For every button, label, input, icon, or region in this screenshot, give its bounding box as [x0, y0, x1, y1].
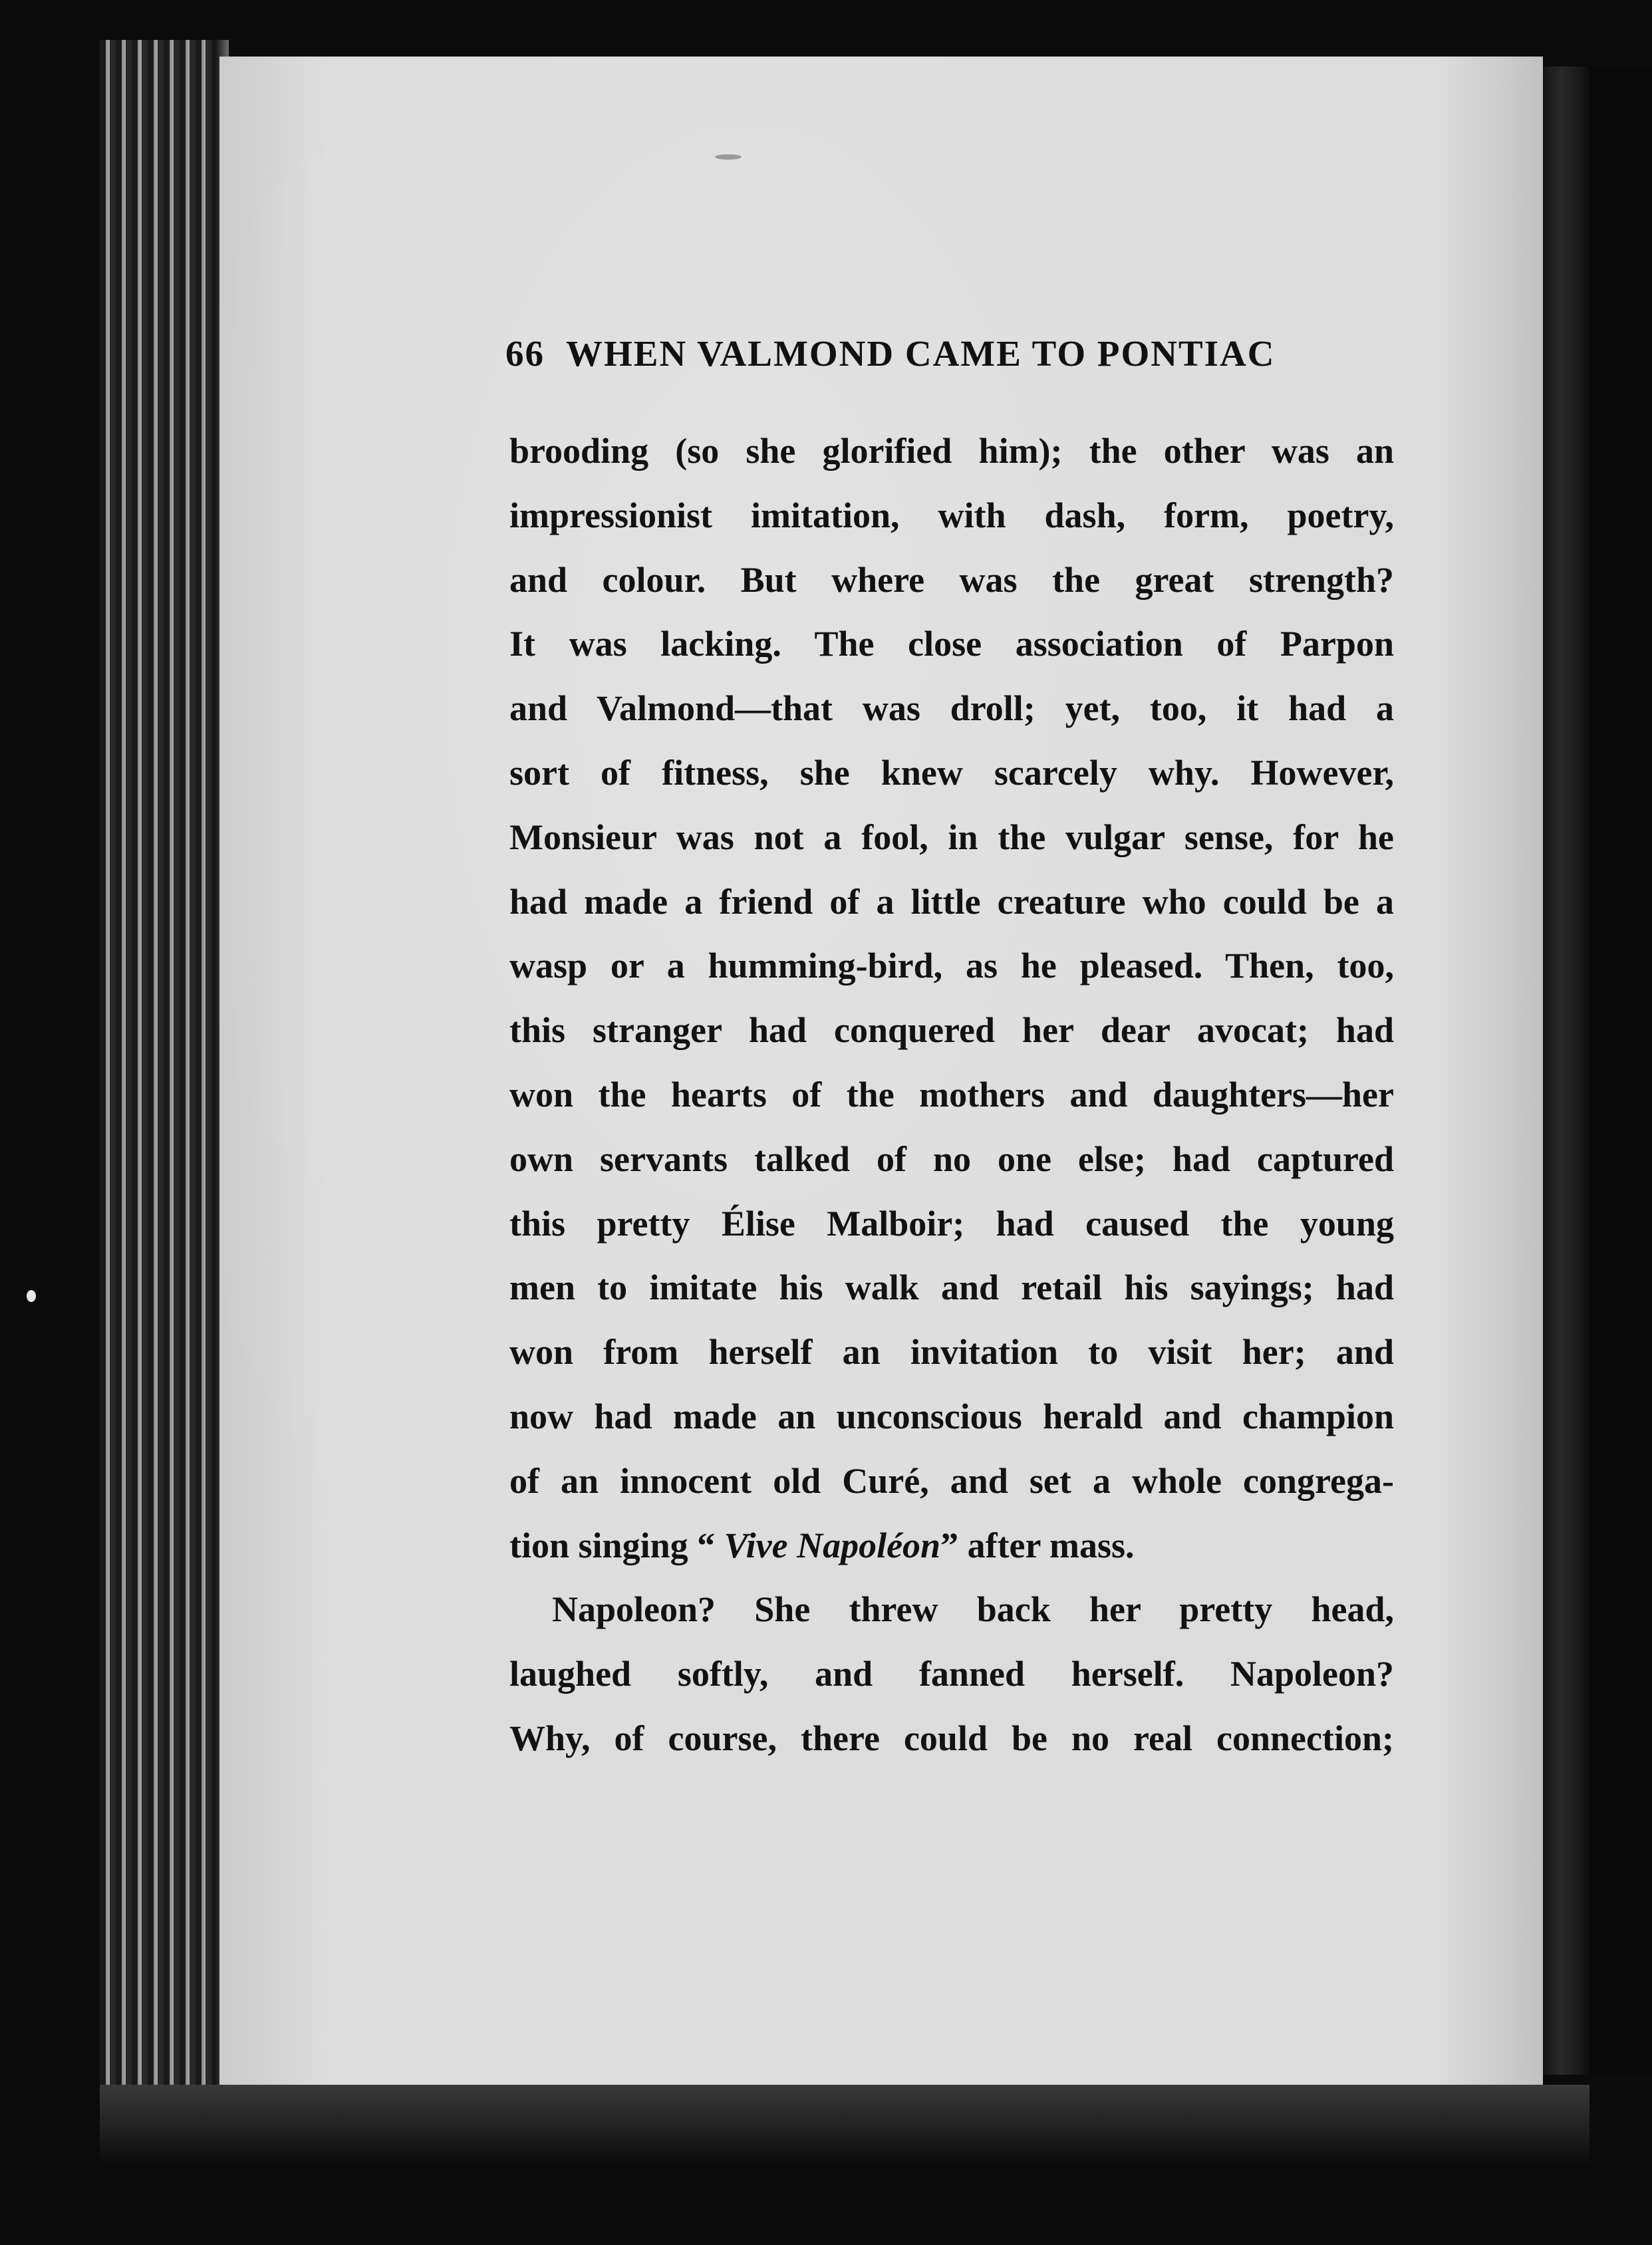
text-line: won from herself an invitation to visit her; and: [509, 1332, 1394, 1373]
scan-speck: [27, 1290, 36, 1302]
text-line: of an innocent old Curé, and set a whole congrega-: [509, 1460, 1394, 1501]
running-title: WHEN VALMOND CAME TO PONTIAC: [566, 333, 1276, 374]
text-line: men to imitate his walk and retail his sayings; had: [509, 1267, 1394, 1308]
page-edges: [100, 40, 226, 2101]
line-text-before: tion singing “: [509, 1525, 724, 1565]
italic-phrase: Vive Napoléon: [724, 1525, 941, 1565]
text-line: brooding (so she glorified him); the other was an: [509, 431, 1394, 471]
text-line: It was lacking. The close association of Parpon: [509, 624, 1394, 664]
text-line: and colour. But where was the great strength?: [509, 559, 1394, 600]
line-text-after: ” after mass.: [940, 1525, 1135, 1565]
text-line: and Valmond—that was droll; yet, too, it had a: [509, 688, 1394, 729]
text-line: Monsieur was not a fool, in the vulgar sense, for he: [509, 817, 1394, 857]
body-text: [509, 419, 1394, 1771]
text-line: this stranger had conquered her dear avocat; had: [509, 1010, 1394, 1051]
text-line: won the hearts of the mothers and daughters—her: [509, 1074, 1394, 1115]
right-background: [1589, 66, 1652, 2075]
text-line: impressionist imitation, with dash, form, poetry,: [509, 495, 1394, 535]
text-line: sort of fitness, she knew scarcely why. However,: [509, 752, 1394, 793]
text-line: own servants talked of no one else; had captured: [509, 1138, 1394, 1179]
text-line: [509, 1514, 1394, 1578]
text-line: had made a friend of a little creature who could be a: [509, 881, 1394, 922]
page-number: 66: [505, 333, 545, 374]
paragraph-first-line: Napoleon? She threw back her pretty head,: [552, 1589, 1394, 1630]
text-line: now had made an unconscious herald and champion: [509, 1396, 1394, 1436]
text-line: this pretty Élise Malboir; had caused the young: [509, 1203, 1394, 1244]
scan-speck: [715, 154, 742, 160]
bottom-shadow: [100, 2085, 1589, 2165]
running-header: [505, 332, 1397, 374]
text-line: laughed softly, and fanned herself. Napoleon?: [509, 1654, 1394, 1694]
text-line: Why, of course, there could be no real connection;: [509, 1718, 1394, 1758]
text-line: wasp or a humming-bird, as he pleased. Then, too,: [509, 946, 1394, 986]
right-binding-shadow: [1543, 66, 1589, 2075]
